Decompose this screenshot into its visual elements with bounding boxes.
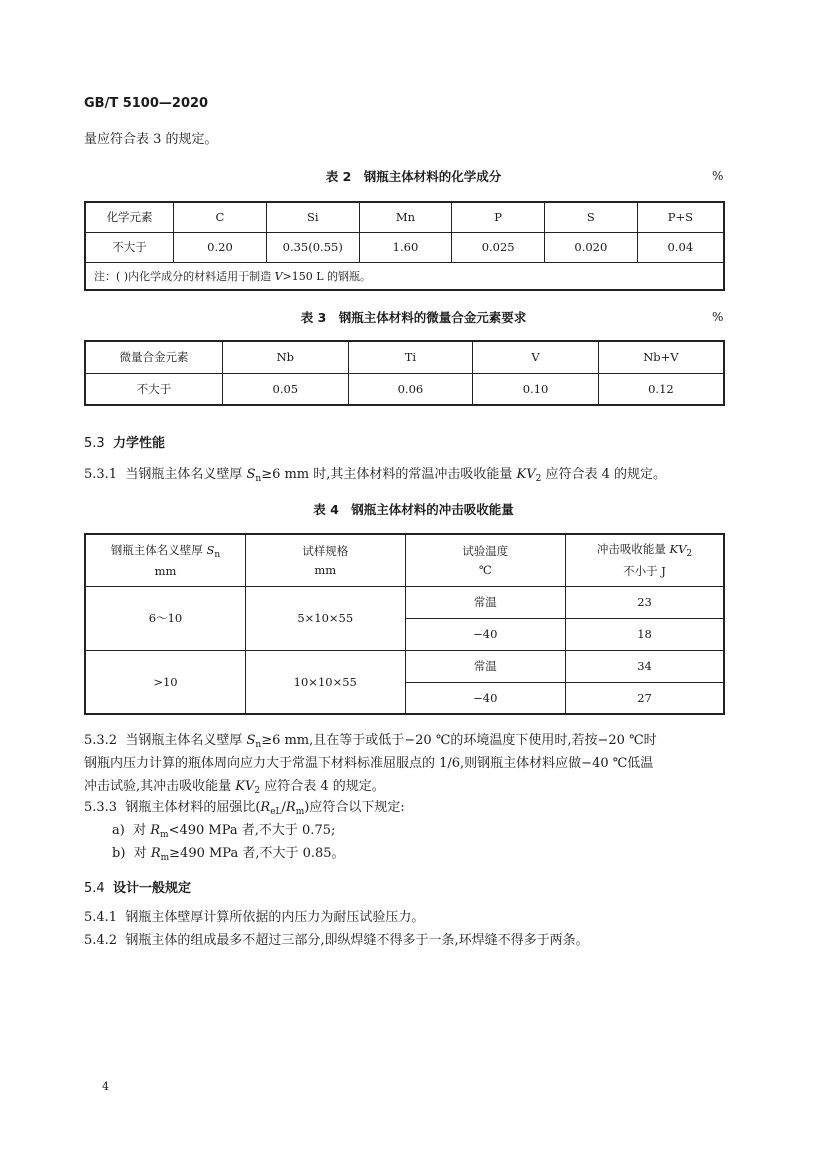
table3-caption: 表 3 钢瓶主体材料的微量合金元素要求 <box>300 310 527 325</box>
table-cell: Nb <box>223 341 349 373</box>
table-cell: Nb+V <box>598 341 724 373</box>
table-cell: 微量合金元素 <box>85 341 223 373</box>
table2-note: 注：( )内化学成分的材料适用于制造 V>150 L 的钢瓶。 <box>85 262 724 290</box>
clause-5-3-2-line2: 钢瓶内压力计算的瓶体周向应力大于常温下材料标准屈服点的 1/6,则钢瓶主体材料应做−40 ℃低温 <box>84 756 654 771</box>
table-cell: 6～10 <box>85 586 245 650</box>
table-cell: 10×10×55 <box>245 650 405 714</box>
table-cell: Si <box>266 202 359 232</box>
table2 <box>84 201 725 291</box>
table2-unit: % <box>712 169 724 183</box>
table-cell: 0.06 <box>348 373 473 405</box>
table-cell: 0.35(0.55) <box>266 232 359 262</box>
table-cell: S <box>545 202 638 232</box>
table-cell: 5×10×55 <box>245 586 405 650</box>
table-cell: 0.12 <box>598 373 724 405</box>
clause-5-4-1: 5.4.1 钢瓶主体壁厚计算所依据的内压力为耐压试验压力。 <box>84 910 425 925</box>
table2-note-row <box>85 262 724 290</box>
table-cell: 18 <box>566 618 724 650</box>
table-cell: V <box>473 341 599 373</box>
table-cell: 0.020 <box>545 232 638 262</box>
table-cell: 试样规格 mm <box>245 534 405 586</box>
table-row <box>85 586 724 618</box>
table-cell: 0.20 <box>174 232 267 262</box>
table-cell: P <box>452 202 545 232</box>
table-cell: 试验温度 ℃ <box>405 534 565 586</box>
table-cell: 不大于 <box>85 232 174 262</box>
clause-5-3-2-line1: 5.3.2 当钢瓶主体名义壁厚 $S_n\ge 6$ mm,且在等于或低于−20 ℃的环境温度下使用时,若按−20 ℃时 <box>84 733 657 750</box>
table-row <box>85 650 724 682</box>
table-cell: 不大于 <box>85 373 223 405</box>
table-cell: 0.05 <box>223 373 349 405</box>
table2-value-row <box>85 232 724 262</box>
table3-header-row <box>85 341 724 373</box>
section-5-4-heading: 5.4 设计一般规定 <box>84 881 191 896</box>
clause-5-3-1: 5.3.1 当钢瓶主体名义壁厚 $S_n\ge 6$ mm 时,其主体材料的常温冲击吸收能量 $KV_2$ 应符合表 4 的规定。 <box>84 467 667 484</box>
table4-header-row <box>85 534 724 586</box>
page-number: 4 <box>102 1080 109 1093</box>
table-cell: Mn <box>359 202 452 232</box>
doc-header: GB/T 5100—2020 <box>84 96 209 111</box>
table-cell: 0.10 <box>473 373 599 405</box>
table3-unit: % <box>712 310 724 324</box>
table4 <box>84 533 725 715</box>
table-cell: 常温 <box>405 586 565 618</box>
table-cell: >10 <box>85 650 245 714</box>
table2-caption: 表 2 钢瓶主体材料的化学成分 <box>325 169 502 184</box>
table4-caption: 表 4 钢瓶主体材料的冲击吸收能量 <box>313 502 514 517</box>
list-item-a: a) 对 $R_m<490$ MPa 者,不大于 0.75; <box>112 823 336 840</box>
table-cell: 34 <box>566 650 724 682</box>
clause-5-3-3: 5.3.3 钢瓶主体材料的屈强比$(R_{eL}/R_m)$应符合以下规定: <box>84 800 405 817</box>
table-cell: 冲击吸收能量 $KV_2$ 不小于 J <box>566 534 724 586</box>
table3-value-row <box>85 373 724 405</box>
list-item-b: b) 对 $R_m\ge 490$ MPa 者,不大于 0.85。 <box>112 846 345 863</box>
clause-5-4-2: 5.4.2 钢瓶主体的组成最多不超过三部分,即纵焊缝不得多于一条,环焊缝不得多于两条。 <box>84 933 589 948</box>
table-cell: −40 <box>405 682 565 714</box>
table-cell: 常温 <box>405 650 565 682</box>
table2-header-row <box>85 202 724 232</box>
table-cell: 27 <box>566 682 724 714</box>
table-cell: 23 <box>566 586 724 618</box>
section-5-3-heading: 5.3 力学性能 <box>84 436 165 451</box>
table-cell: 0.025 <box>452 232 545 262</box>
intro-line: 量应符合表 3 的规定。 <box>84 132 218 147</box>
table-cell: P+S <box>637 202 724 232</box>
table-cell: C <box>174 202 267 232</box>
table-cell: 钢瓶主体名义壁厚 $S_n$ mm <box>85 534 245 586</box>
table-cell: Ti <box>348 341 473 373</box>
table-cell: 化学元素 <box>85 202 174 232</box>
table-cell: 1.60 <box>359 232 452 262</box>
table-cell: 0.04 <box>637 232 724 262</box>
table3 <box>84 340 725 406</box>
table-cell: −40 <box>405 618 565 650</box>
clause-5-3-2-line3: 冲击试验,其冲击吸收能量 $KV_2$ 应符合表 4 的规定。 <box>84 779 385 796</box>
